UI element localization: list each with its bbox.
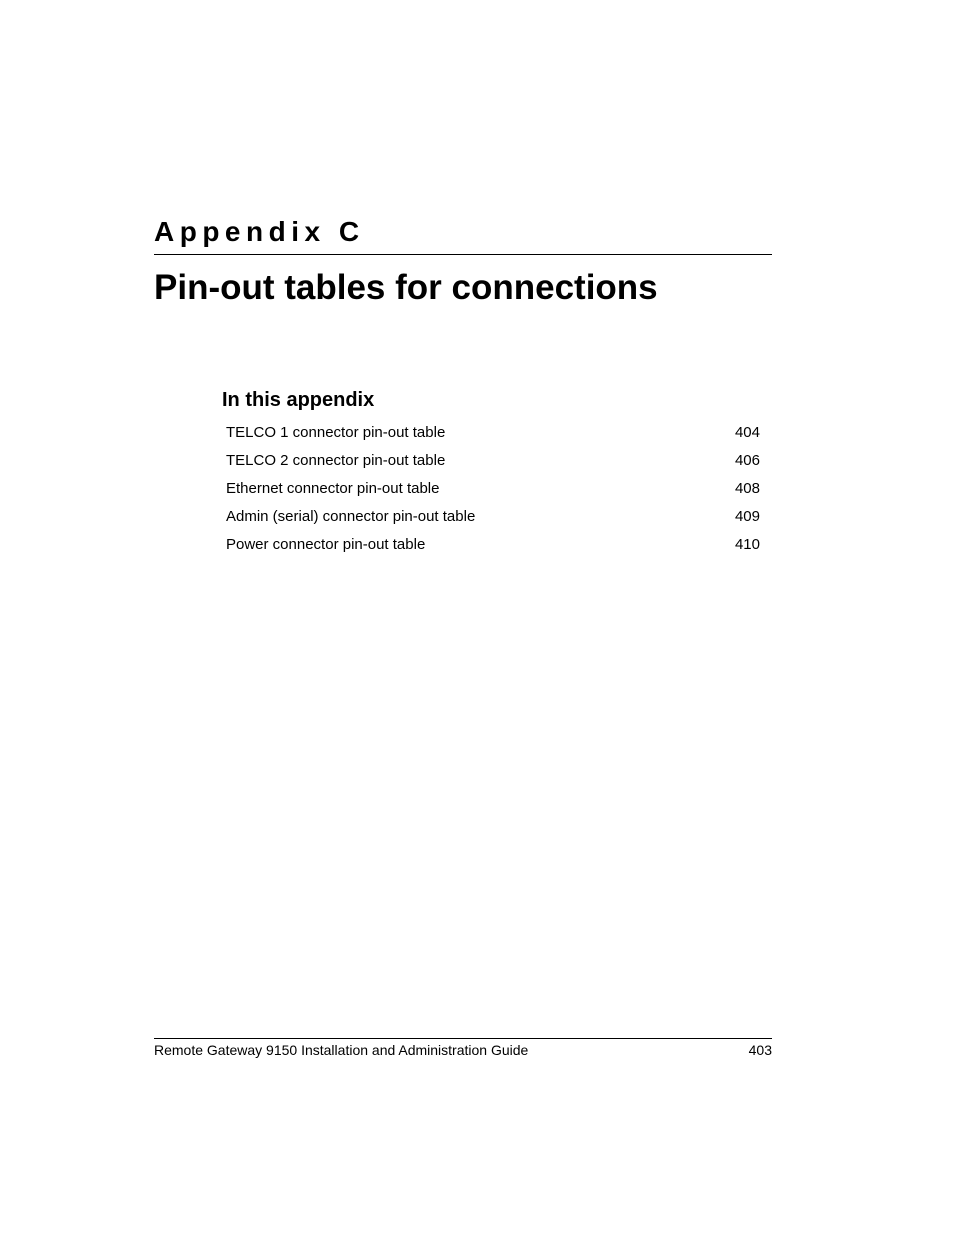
toc-item-page: 406 (734, 452, 760, 469)
toc-item-page: 410 (734, 536, 760, 553)
toc-item-label: Power connector pin-out table (226, 536, 426, 553)
page-title: Pin-out tables for connections (154, 268, 658, 307)
footer-page-number: 403 (748, 1042, 772, 1058)
footer-rule (154, 1038, 772, 1039)
appendix-label: Appendix C (154, 216, 365, 247)
footer-doc-title: Remote Gateway 9150 Installation and Administration Guide (154, 1042, 529, 1058)
toc-item-telco1[interactable] (226, 423, 760, 451)
toc-list (226, 423, 760, 563)
toc-item-page: 404 (734, 424, 760, 441)
toc-item-page: 409 (734, 508, 760, 525)
toc-heading: In this appendix (222, 389, 375, 411)
toc-item-ethernet[interactable] (226, 479, 760, 507)
toc-item-telco2[interactable] (226, 451, 760, 479)
toc-item-admin-serial[interactable] (226, 507, 760, 535)
header-rule (154, 254, 772, 255)
page-footer (154, 1041, 772, 1059)
toc-item-page: 408 (734, 480, 760, 497)
toc-item-label: TELCO 2 connector pin-out table (226, 452, 446, 469)
toc-item-label: Ethernet connector pin-out table (226, 480, 440, 497)
toc-item-label: Admin (serial) connector pin-out table (226, 508, 476, 525)
toc-item-label: TELCO 1 connector pin-out table (226, 424, 446, 441)
toc-item-power[interactable] (226, 535, 760, 563)
